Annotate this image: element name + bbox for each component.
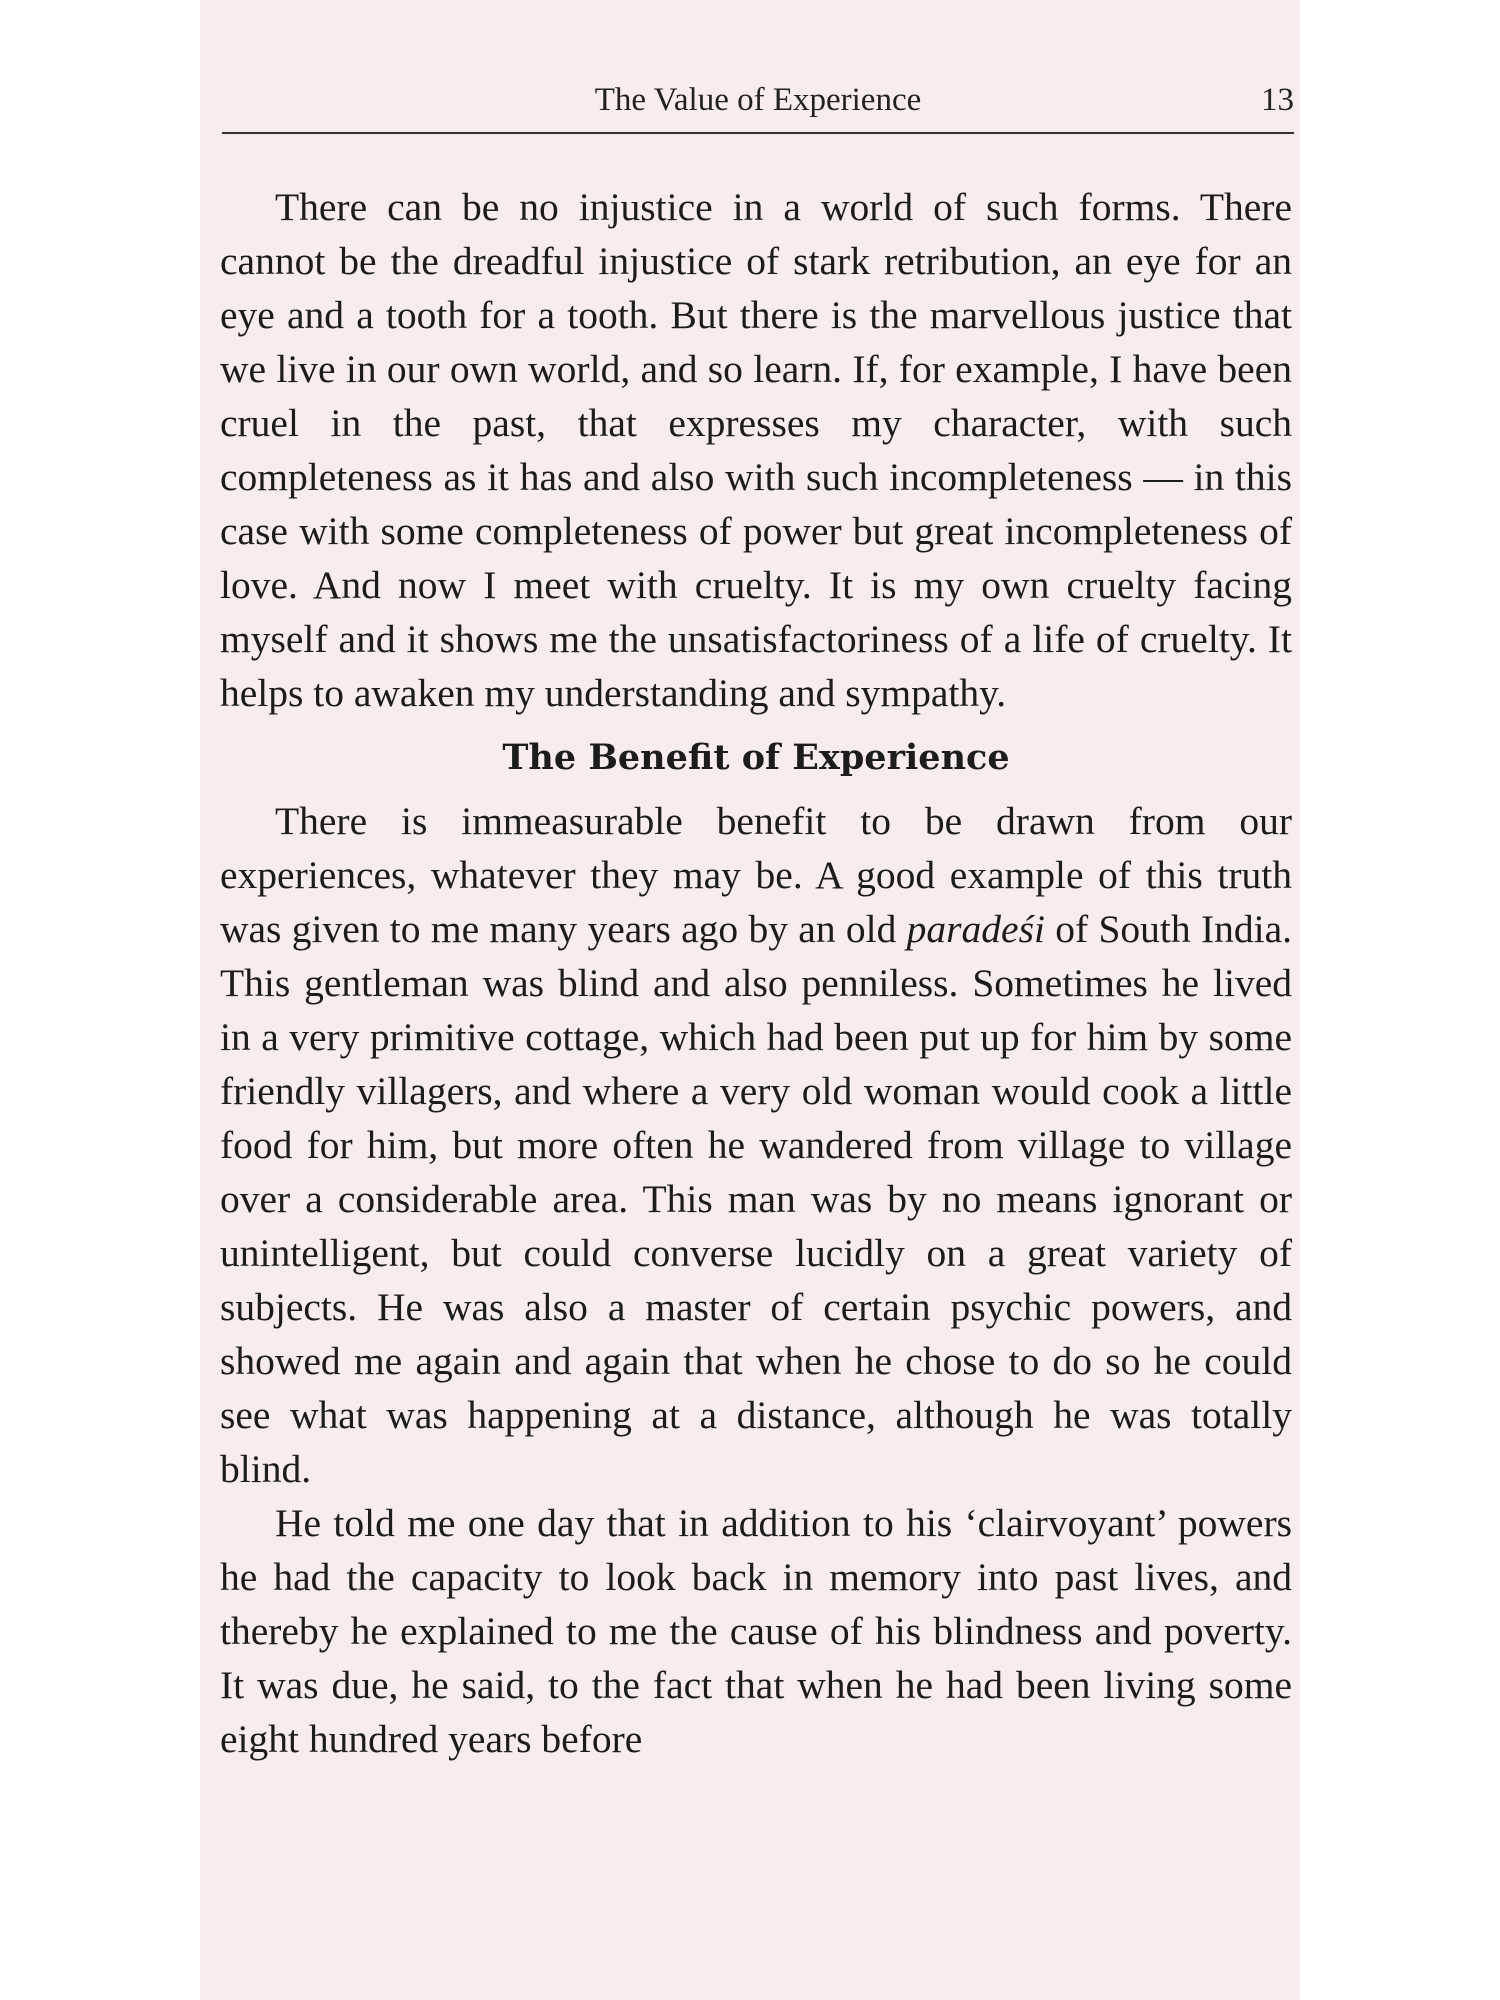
page-number: 13 <box>1261 82 1294 118</box>
paragraph-benefit <box>220 794 1292 1496</box>
running-header <box>222 82 1294 132</box>
paragraph-benefit-part-a: There is immeasurable benefit to be drawn from our experiences, whatever they may be. A good example of this truth was given to me many years ago by an old <box>220 799 1292 951</box>
running-title: The Value of Experience <box>594 82 922 118</box>
paragraph-benefit-part-b: of South India. This gentleman was blind and also penniless. Sometimes he lived in a very primitive cottage, which had been put up for him by some friendly villagers, and where a very old woman would cook a little food for him, but more often he wandered from village to village over a considerable area. This man was by no means ignorant or unintelligent, but could converse lucidly on a great variety of subjects. He was also a master of certain psychic powers, and showed me again and again that when he chose to do so he could see what was happening at a distance, although he was totally blind. <box>220 907 1292 1491</box>
header-rule <box>222 132 1294 134</box>
paragraph-clairvoyant: He told me one day that in addition to his ‘clairvoyant’ powers he had the capacity to look back in memory into past lives, and thereby he explained to me the cause of his blindness and poverty. It was due, he said, to the fact that when he had been living some eight hundred years before <box>220 1501 1292 1761</box>
paragraph-justice: There can be no injustice in a world of such forms. There cannot be the dreadful injustice of stark retribution, an eye for an eye and a tooth for a tooth. But there is the marvellous justice that we live in our own world, and so learn. If, for example, I have been cruel in the past, that expresses my character, with such completeness as it has and also with such incompleteness — in this case with some completeness of power but great incompleteness of love. And now I meet with cruelty. It is my own cruelty facing myself and it shows me the unsatisfactoriness of a life of cruelty. It helps to awaken my understanding and sympathy. <box>220 185 1292 715</box>
paradesi-term: paradeśi <box>906 907 1045 951</box>
body-text <box>220 180 1292 1766</box>
section-heading: The Benefit of Experience <box>502 737 1010 778</box>
